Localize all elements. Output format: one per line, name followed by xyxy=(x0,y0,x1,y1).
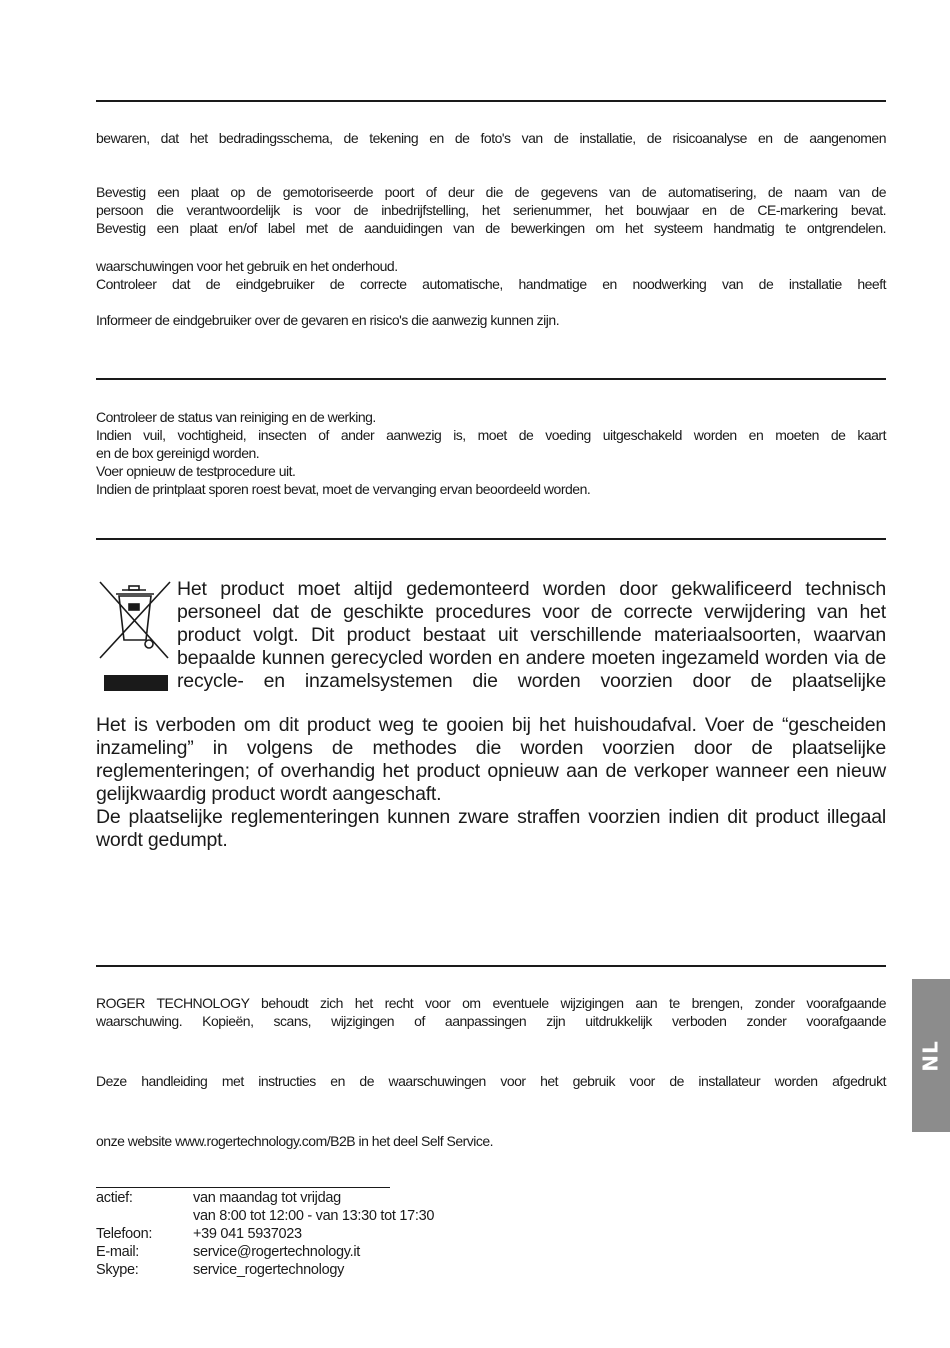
text-line: waarschuwingen voor het gebruik en het onderhoud. xyxy=(96,258,398,274)
text-line: Controleer dat de eindgebruiker de correcte automatische, handmatige en noodwerking van de installatie heeft xyxy=(96,276,886,292)
text-line: product volgt. Dit product bestaat uit verschillende materiaalsoorten, waarvan xyxy=(177,624,886,646)
text-line: recycle- en inzamelsystemen die worden voorzien door de plaatselijke xyxy=(177,670,886,692)
section-divider-3 xyxy=(96,538,886,540)
section1-paragraph-warnings xyxy=(96,257,886,293)
section4-manual-paragraph xyxy=(96,1072,886,1090)
section1-line1 xyxy=(96,129,886,147)
text-line: bewaren, dat het bedradingsschema, de tekening en de foto's van de installatie, de risicoanalyse en de aangenomen xyxy=(96,130,886,146)
text-line: gelijkwaardig product wordt aangeschaft. xyxy=(96,783,442,805)
text-line: inzameling” in volgens de methodes die worden voorzien door de plaatselijke xyxy=(96,737,886,759)
contact-row xyxy=(96,1243,434,1261)
text-line: onze website www.rogertechnology.com/B2B in het deel Self Service. xyxy=(96,1133,494,1149)
weee-disposal-text xyxy=(177,578,886,693)
weee-crossed-bin-icon xyxy=(96,578,174,694)
text-line: Controleer de status van reiniging en de werking. xyxy=(96,409,376,425)
language-tab xyxy=(912,979,950,1132)
text-line: Deze handleiding met instructies en de waarschuwingen voor het gebruik voor de installateur worden afgedrukt xyxy=(96,1073,886,1089)
text-line: Bevestig een plaat op de gemotoriseerde poort of deur die de gegevens van de automatisering, de naam van de xyxy=(96,184,886,200)
text-line: Het product moet altijd gedemonteerd worden door gekwalificeerd technisch xyxy=(177,578,886,600)
contact-value: van 8:00 tot 12:00 - van 13:30 tot 17:30 xyxy=(193,1208,435,1224)
text-line: De plaatselijke reglementeringen kunnen zware straffen voorzien indien dit product illegaal xyxy=(96,806,886,828)
text-line: Indien de printplaat sporen roest bevat, moet de vervanging ervan beoordeeld worden. xyxy=(96,481,591,497)
section1-paragraph-plate xyxy=(96,183,886,237)
contact-label: E-mail: xyxy=(96,1244,140,1260)
text-line: bepaalde kunnen gerecycled worden en andere moeten ingezameld worden via de xyxy=(177,647,886,669)
contact-label: actief: xyxy=(96,1190,133,1206)
text-line: reglementeringen; of overhandig het product opnieuw aan de verkoper wanneer een nieuw xyxy=(96,760,886,782)
text-line: waarschuwing. Kopieën, scans, wijzigingen of aanpassingen zijn uitdrukkelijk verboden zonder voorafgaande xyxy=(96,1013,886,1029)
section-divider-1 xyxy=(96,100,886,102)
contact-value: van maandag tot vrijdag xyxy=(193,1190,341,1206)
contact-row xyxy=(96,1207,434,1225)
text-line: Voer opnieuw de testprocedure uit. xyxy=(96,463,296,479)
text-line: en de box gereinigd worden. xyxy=(96,445,260,461)
contact-label: Telefoon: xyxy=(96,1226,153,1242)
text-line: Informeer de eindgebruiker over de gevaren en risico's die aanwezig kunnen zijn. xyxy=(96,312,560,328)
text-line: persoon die verantwoordelijk is voor de inbedrijfstelling, het serienummer, het bouwjaar en de CE-markering bevat. xyxy=(96,202,886,218)
contact-value: +39 041 5937023 xyxy=(193,1226,302,1242)
contact-row xyxy=(96,1225,434,1243)
contact-value: service@rogertechnology.it xyxy=(193,1244,361,1260)
text-line: Bevestig een plaat en/of label met de aanduidingen van de bewerkingen om het systeem handmatig te ontgrendelen. xyxy=(96,220,886,236)
section2-maintenance-text xyxy=(96,408,886,498)
contact-value: service_rogertechnology xyxy=(193,1262,345,1278)
section-divider-2 xyxy=(96,378,886,380)
contact-label: Skype: xyxy=(96,1262,139,1278)
contact-divider xyxy=(96,1187,390,1188)
text-line: personeel dat de geschikte procedures voor de correcte verwijdering van het xyxy=(177,601,886,623)
text-line: Het is verboden om dit product weg te gooien bij het huishoudafval. Voer de “gescheiden xyxy=(96,714,886,736)
contact-row xyxy=(96,1189,434,1207)
text-line: wordt gedumpt. xyxy=(96,829,228,851)
section4-rights-paragraph xyxy=(96,994,886,1030)
contact-row xyxy=(96,1261,434,1279)
contact-details xyxy=(96,1189,434,1279)
section1-paragraph-inform xyxy=(96,311,886,329)
contact-label xyxy=(96,1207,193,1225)
language-tab-label: NL xyxy=(918,1039,943,1072)
disposal-regulations-paragraph xyxy=(96,714,886,852)
text-line: ROGER TECHNOLOGY behoudt zich het recht voor om eventuele wijzigingen aan te brengen, zonder voorafgaande xyxy=(96,995,886,1011)
section4-website-paragraph xyxy=(96,1132,886,1150)
section-divider-4 xyxy=(96,965,886,967)
text-line: Indien vuil, vochtigheid, insecten of ander aanwezig is, moet de voeding uitgeschakeld worden en moeten de kaart xyxy=(96,427,886,443)
